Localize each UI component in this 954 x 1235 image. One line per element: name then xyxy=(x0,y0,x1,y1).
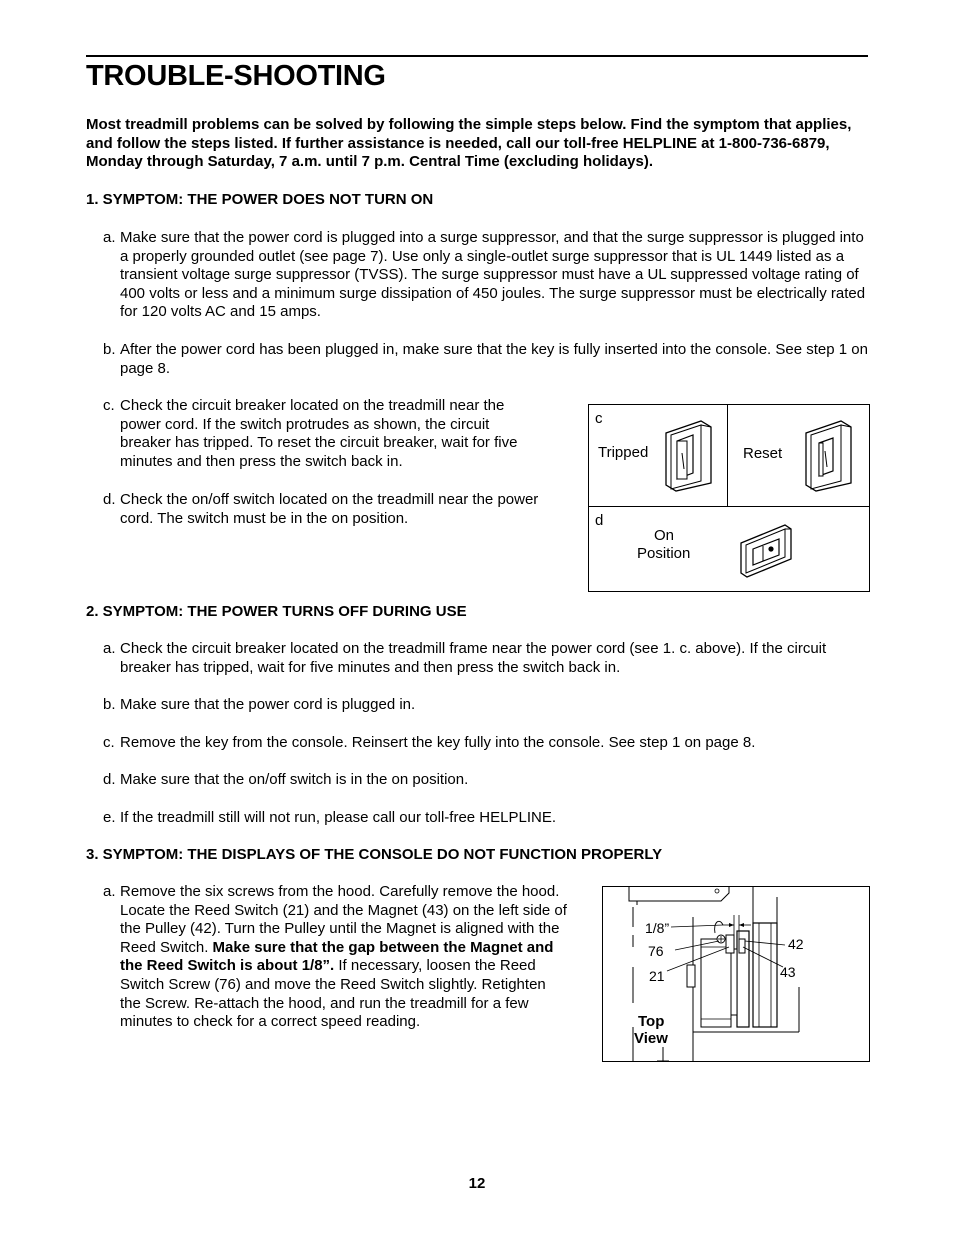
step-text: Check the on/off switch located on the treadmill near the power cord. The switch must be in the on position. xyxy=(120,491,539,527)
step-letter: a. xyxy=(103,883,116,900)
reset-label: Reset xyxy=(743,445,783,462)
figure-letter-d: d xyxy=(595,512,604,529)
step-letter: b. xyxy=(103,696,116,713)
symptom-1-step-b xyxy=(103,341,868,378)
step-letter: a. xyxy=(103,229,116,246)
step-text: Remove the key from the console. Reinsert the key fully into the console. See step 1 on page 8. xyxy=(120,734,756,751)
symptom-1-step-c xyxy=(103,397,543,471)
step-text xyxy=(120,883,568,1032)
step-text-part: If necessary, loosen the Reed Switch Screw (76) and move the Reed Switch slightly. Retighten the Screw. Re-attach the hood, and run the treadmill for a few minutes to check for a correct speed reading. xyxy=(120,957,546,1031)
top-label: Top xyxy=(638,1013,665,1030)
tripped-label: Tripped xyxy=(598,444,649,461)
step-text-bold: Make sure that the gap between the Magnet and the Reed Switch is about 1/8”. xyxy=(120,938,554,975)
step-letter: c. xyxy=(103,397,115,414)
step-text: Make sure that the on/off switch is in the on position. xyxy=(120,771,469,788)
figure-letter-c: c xyxy=(595,410,603,427)
view-label: View xyxy=(634,1030,668,1047)
part-21-label: 21 xyxy=(649,968,665,984)
step-text: Make sure that the power cord is plugged in. xyxy=(120,696,416,713)
page-title: TROUBLE-SHOOTING xyxy=(86,60,386,92)
symptom-1-heading: 1. SYMPTOM: THE POWER DOES NOT TURN ON xyxy=(86,191,434,208)
part-42-label: 42 xyxy=(788,936,804,952)
figure-divider xyxy=(589,506,869,507)
symptom-2-step-c xyxy=(103,734,868,753)
step-text-part: Remove the six screws from the hood. Carefully remove the hood. Locate the Reed Switch (21) and the Magnet (43) on the left side of the Pulley (42). Turn the Pulley until the Magnet is aligned with the Reed Switch. xyxy=(120,883,567,956)
step-letter: b. xyxy=(103,341,116,358)
step-text: After the power cord has been plugged in, make sure that the key is fully inserted into the console. See step 1 on page 8. xyxy=(120,341,868,377)
intro-paragraph: Most treadmill problems can be solved by following the simple steps below. Find the symptom that applies, and follow the steps listed. If further assistance is needed, call our toll-free HELPLINE at 1-800-736-6879, Monday through Saturday, 7 a.m. until 7 p.m. Central Time (excluding holidays). xyxy=(86,116,852,171)
step-letter: a. xyxy=(103,640,116,657)
part-76-label: 76 xyxy=(648,943,664,959)
step-text: Check the circuit breaker located on the treadmill frame near the power cord (see 1. c. above). If the circuit breaker has tripped, wait for five minutes and then press the switch back in. xyxy=(120,640,827,676)
symptom-2-step-d xyxy=(103,771,868,790)
symptom-3-heading: 3. SYMPTOM: THE DISPLAYS OF THE CONSOLE DO NOT FUNCTION PROPERLY xyxy=(86,846,663,863)
symptom-1-step-a xyxy=(103,229,868,322)
symptom-1-step-d xyxy=(103,491,543,528)
page-number: 12 xyxy=(468,1175,486,1192)
tripped-breaker-icon xyxy=(663,419,719,493)
breaker-figure xyxy=(588,404,870,592)
reset-breaker-icon xyxy=(803,419,859,493)
step-letter: e. xyxy=(103,809,116,826)
figure-divider xyxy=(727,405,728,506)
symptom-2-step-a xyxy=(103,640,868,677)
gap-label: 1/8” xyxy=(645,920,670,936)
step-text: Make sure that the power cord is plugged into a surge suppressor, and that the surge suppressor is plugged into a properly grounded outlet (see page 7). Use only a single-outlet surge suppressor that is UL 1449 listed as a transient voltage surge suppressor (TVSS). The surge suppressor must have a UL suppressed voltage rating of 400 volts or less and a minimum surge dissipation of 450 joules. The surge suppressor must be electrically rated for 120 volts AC and 15 amps. xyxy=(120,229,866,321)
reed-switch-figure xyxy=(602,886,870,1062)
symptom-3-step-a xyxy=(103,883,568,1032)
step-letter: d. xyxy=(103,771,116,788)
symptom-2-heading: 2. SYMPTOM: THE POWER TURNS OFF DURING USE xyxy=(86,603,467,620)
position-label: Position xyxy=(637,545,691,562)
top-rule xyxy=(86,55,868,57)
step-text: Check the circuit breaker located on the treadmill near the power cord. If the switch protrudes as shown, the circuit breaker has tripped. To reset the circuit breaker, wait for five minutes and then press the switch back in. xyxy=(120,397,518,470)
symptom-2-step-e xyxy=(103,809,868,828)
step-letter: c. xyxy=(103,734,115,751)
on-label: On xyxy=(654,527,675,544)
step-text: If the treadmill still will not run, please call our toll-free HELPLINE. xyxy=(120,809,557,826)
on-off-switch-icon xyxy=(737,515,795,579)
part-43-label: 43 xyxy=(780,964,796,980)
step-letter: d. xyxy=(103,491,116,508)
symptom-2-step-b xyxy=(103,696,868,715)
